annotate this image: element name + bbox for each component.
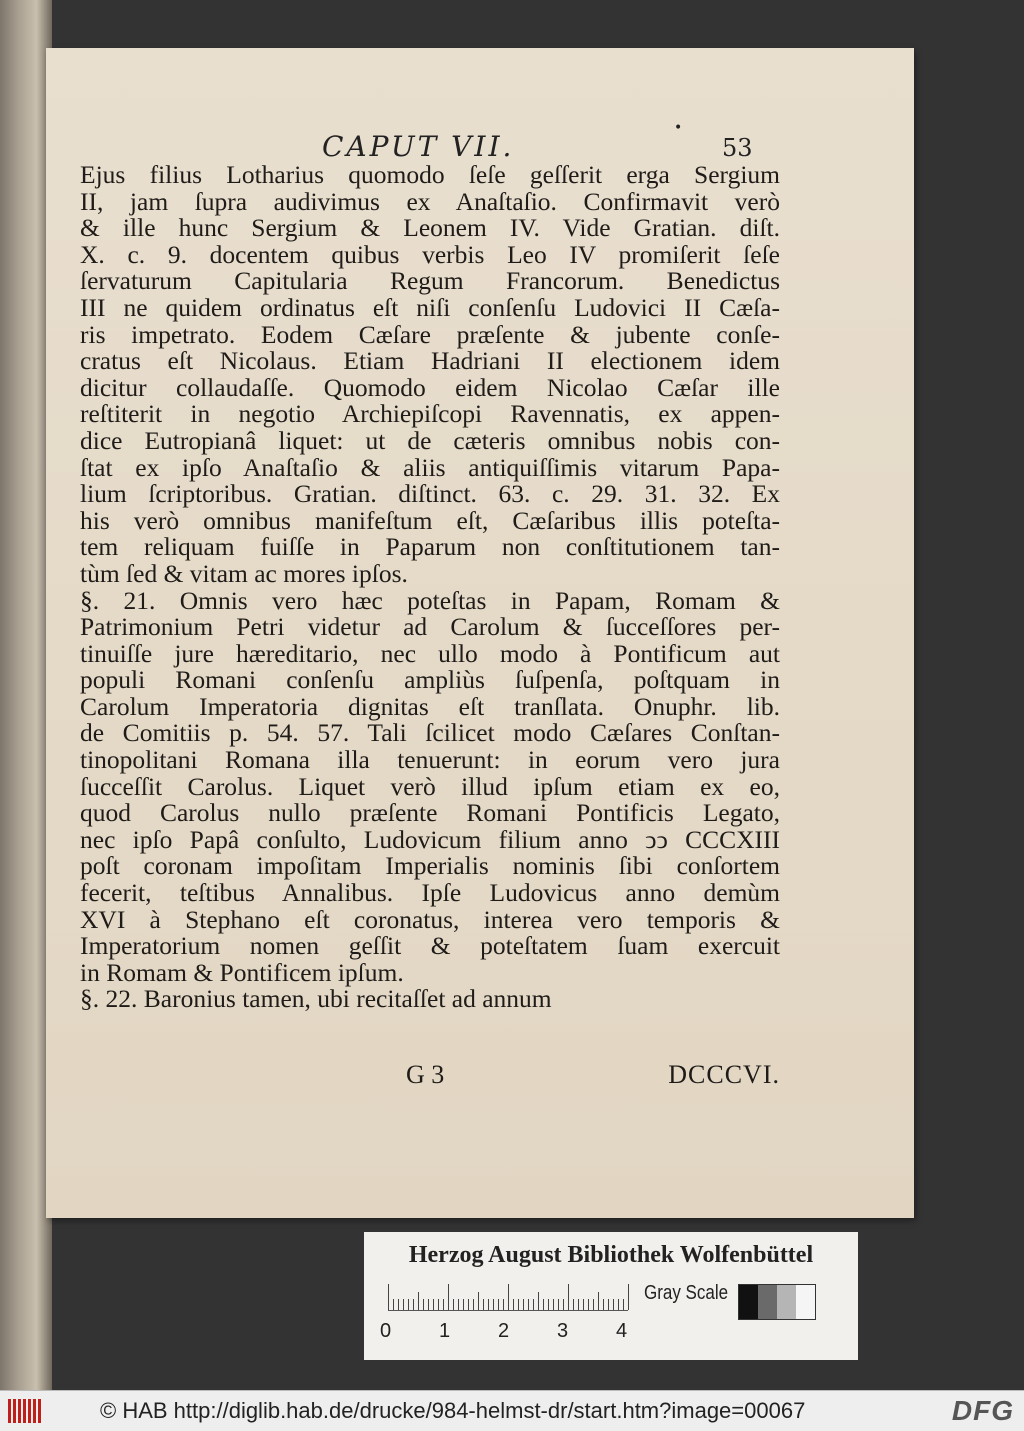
text-line: cratus eſt Nicolaus. Etiam Hadriani II electionem idem (80, 346, 780, 376)
gray-scale-label: Gray Scale (644, 1282, 729, 1304)
ruler-tick (583, 1299, 584, 1310)
text-line: II, jam ſupra audivimus ex Anaſtaſio. Confirmavit verò (80, 186, 780, 216)
ruler-tick (483, 1299, 484, 1310)
ruler-label: 0 (380, 1320, 392, 1342)
text-line: his verò omnibus manifeſtum eſt, Cæſaribus illis poteſta- (80, 505, 780, 535)
dfg-logo: DFG (951, 1395, 1014, 1426)
text-line: Patrimonium Petri videtur ad Carolum & ſucceſſores per- (80, 612, 780, 642)
color-calibration-card (364, 1232, 858, 1360)
ruler-tick (543, 1299, 544, 1310)
ruler-tick (503, 1299, 504, 1310)
ruler-tick (533, 1299, 534, 1310)
ruler-tick (518, 1299, 519, 1310)
ruler-tick (468, 1299, 469, 1310)
page-number: 53 (722, 134, 753, 162)
gray-swatch (758, 1285, 777, 1319)
scale-ruler (388, 1284, 628, 1311)
ruler-tick (448, 1284, 449, 1310)
ruler-tick (398, 1299, 399, 1310)
viewer-footer (0, 1390, 1024, 1431)
ruler-tick (403, 1299, 404, 1310)
ruler-tick (428, 1299, 429, 1310)
ruler-tick (408, 1299, 409, 1310)
ruler-tick (553, 1299, 554, 1310)
text-line: tinuiſſe jure hæreditario, nec ullo modo à Pontificum aut (80, 638, 780, 668)
gray-swatch (739, 1285, 758, 1319)
ruler-tick (498, 1299, 499, 1310)
text-line: in Romam & Pontificem ipſum. (80, 957, 404, 987)
ruler-tick (608, 1299, 609, 1310)
ruler-tick (593, 1299, 594, 1310)
text-line: ſervaturum Capitularia Regum Francorum. Benedictus (80, 266, 780, 296)
text-line: ſucceſſit Carolus. Liquet verò illud ipſum etiam ex eo, (80, 771, 780, 801)
ruler-tick (573, 1299, 574, 1310)
text-line: tinopolitani Romana illa tenuerunt: in eorum vero jura (80, 745, 780, 775)
chapter-heading: CAPUT VII. (322, 130, 515, 163)
text-line: §. 21. Omnis vero hæc poteſtas in Papam, Romam & (80, 585, 780, 615)
ruler-tick (458, 1299, 459, 1310)
ruler-tick (423, 1299, 424, 1310)
page-footer-line (80, 1060, 780, 1090)
ruler-tick (563, 1299, 564, 1310)
text-line: ris impetrato. Eodem Cæſare præſente & jubente conſe- (80, 319, 780, 349)
text-line: poſt coronam impoſitam Imperialis nominis ſibi conſortem (80, 851, 780, 881)
text-line: tem reliquam fuiſſe in Paparum non conſtitutionem tan- (80, 532, 780, 562)
ruler-tick (493, 1299, 494, 1310)
catchword: DCCCVI. (668, 1060, 780, 1089)
body-text (80, 162, 780, 1013)
ruler-tick (578, 1299, 579, 1310)
text-line: Imperatorium nomen geſſit & poteſtatem ſuam exercuit (80, 931, 780, 961)
text-line: tùm ſed & vitam ac mores ipſos. (80, 558, 408, 588)
library-name: Herzog August Bibliothek Wolfenbüttel (408, 1242, 814, 1268)
text-line: populi Romani conſenſu ampliùs ſuſpenſa, poſtquam in (80, 665, 780, 695)
text-line: ſtat ex ipſo Anaſtaſio & aliis antiquiſſimis vitarum Papa- (80, 452, 780, 482)
ruler-tick (508, 1284, 509, 1310)
ruler-tick (598, 1292, 599, 1310)
text-line: X. c. 9. docentem quibus verbis Leo IV promiſerit ſeſe (80, 239, 780, 269)
ruler-tick (433, 1299, 434, 1310)
ruler-tick (558, 1299, 559, 1310)
text-line: de Comitiis p. 54. 57. Tali ſcilicet modo Cæſares Conſtan- (80, 718, 780, 748)
ruler-labels (380, 1320, 640, 1344)
text-line: Ejus filius Lotharius quomodo ſeſe geſſerit erga Sergium (80, 160, 780, 189)
gray-scale-swatches (738, 1284, 816, 1320)
ruler-label: 4 (616, 1320, 628, 1342)
ruler-tick (513, 1299, 514, 1310)
page-mark: • (674, 120, 683, 136)
text-line: fecerit, teſtibus Annalibus. Ipſe Ludovicus anno demùm (80, 878, 780, 908)
text-line: §. 22. Baronius tamen, ubi recitaſſet ad annum (80, 984, 552, 1014)
ruler-tick (393, 1299, 394, 1310)
ruler-tick (388, 1284, 389, 1310)
text-line: quod Carolus nullo præſente Romani Pontificis Legato, (80, 798, 780, 828)
gray-swatch (796, 1285, 815, 1319)
text-line: lium ſcriptoribus. Gratian. diſtinct. 63. c. 29. 31. 32. Ex (80, 479, 780, 509)
ruler-label: 2 (498, 1320, 510, 1342)
ruler-tick (603, 1299, 604, 1310)
text-line: dicitur collaudaſſe. Quomodo eidem Nicolao Cæſar ille (80, 372, 780, 402)
ruler-tick (588, 1299, 589, 1310)
ruler-tick (538, 1292, 539, 1310)
ruler-tick (618, 1299, 619, 1310)
text-line: Carolum Imperatoria dignitas eſt tranſlata. Onuphr. lib. (80, 691, 780, 721)
ruler-tick (528, 1299, 529, 1310)
ruler-tick (443, 1299, 444, 1310)
ruler-tick (613, 1299, 614, 1310)
ruler-tick (628, 1284, 629, 1310)
text-line: reſtiterit in negotio Archiepiſcopi Ravennatis, ex appen- (80, 399, 780, 429)
ruler-tick (548, 1299, 549, 1310)
text-line: XVI à Stephano eſt coronatus, interea vero temporis & (80, 904, 780, 934)
ruler-tick (453, 1299, 454, 1310)
ruler-tick (438, 1299, 439, 1310)
text-line: nec ipſo Papâ conſulto, Ludovicum filium anno ↄↄ CCCXIII (80, 824, 780, 854)
book-binding-edge (0, 0, 52, 1390)
ruler-label: 1 (439, 1320, 451, 1342)
ruler-label: 3 (557, 1320, 569, 1342)
ruler-tick (488, 1299, 489, 1310)
text-line: dice Eutropianâ liquet: ut de cæteris omnibus nobis con- (80, 425, 780, 455)
source-url[interactable]: © HAB http://diglib.hab.de/drucke/984-helmst-dr/start.htm?image=00067 (100, 1398, 806, 1423)
gray-swatch (777, 1285, 796, 1319)
ruler-tick (463, 1299, 464, 1310)
ruler-tick (478, 1292, 479, 1310)
signature-mark: G 3 (406, 1060, 445, 1089)
ruler-tick (623, 1299, 624, 1310)
text-line: & ille hunc Sergium & Leonem IV. Vide Gratian. diſt. (80, 213, 780, 243)
text-line: III ne quidem ordinatus eſt niſi conſenſu Ludovici II Cæſa- (80, 292, 780, 322)
ruler-tick (473, 1299, 474, 1310)
ruler-tick (413, 1299, 414, 1310)
hab-logo-icon (8, 1399, 42, 1423)
ruler-tick (568, 1284, 569, 1310)
ruler-tick (523, 1299, 524, 1310)
ruler-tick (418, 1292, 419, 1310)
